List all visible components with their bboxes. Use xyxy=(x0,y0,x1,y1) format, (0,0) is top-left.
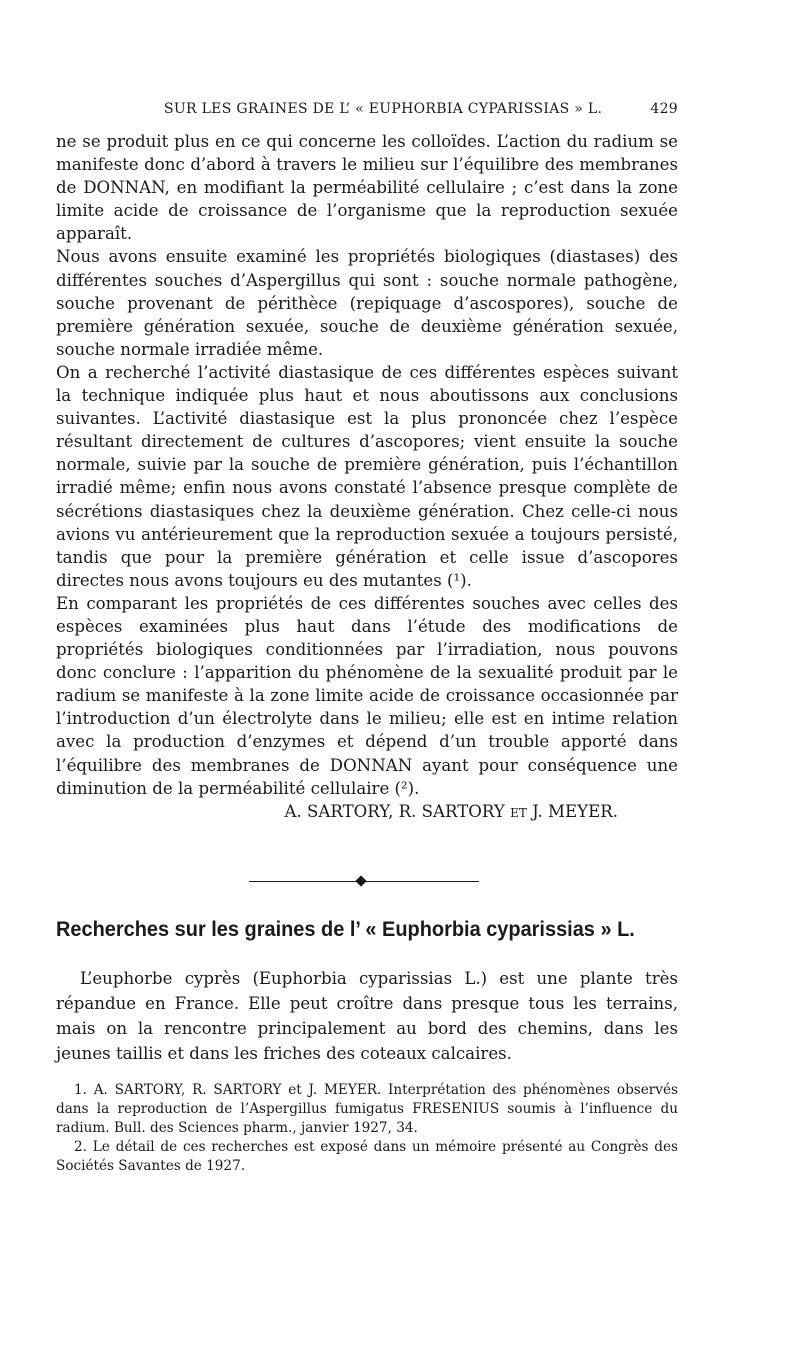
paragraph-1: ne se produit plus en ce qui concerne les colloïdes. L’action du radium se manifeste donc d’abord à travers le milieu sur l’équilibre des membranes de DONNAN, en modifiant la perméabilité cellulaire ; c’est dans la zone limite acide de croissance de l’organisme que la reproduction sexuée apparaît. xyxy=(56,132,678,244)
footnote-1: 1. A. SARTORY, R. SARTORY et J. MEYER. Interprétation des phénomènes observés dans la reproduction de l’Aspergillus fumigatus FRESENIUS soumis à l’influence du radium. Bull. des Sciences pharm., janvier 1927, 34. xyxy=(56,1082,678,1136)
section-title: Recherches sur les graines de l’ « Euphorbia cyparissias » L. xyxy=(56,918,635,941)
paragraph-3: On a recherché l’activité diastasique de ces différentes espèces suivant la technique indiquée plus haut et nous aboutissons aux conclusions suivantes. L’activité diastasique est la plus prononcée chez l’espèce résultant directement de cultures d’ascopores; vient ensuite la souche normale, suivie par la souche de première génération, puis l’échantillon irradié même; enfin nous avons constaté l’absence presque complète de sécrétions diastasiques chez la deuxième génération. Chez celle-ci nous avions vu antérieurement que la reproduction sexuée a toujours persisté, tandis que pour la première génération et celle issue d’ascopores directes nous avons toujours eu des mutantes (¹). xyxy=(56,362,678,590)
paragraph-4: En comparant les propriétés de ces différentes souches avec celles des espèces examinées plus haut dans l’étude des modifications de propriétés biologiques conditionnées par l’irradiation, nous pouvons donc conclure : l’apparition du phénomène de la sexualité produit par le radium se manifeste à la zone limite acide de croissance occasionnée par l’introduction d’un électrolyte dans le milieu; elle est en intime relation avec la production d’enzymes et dépend d’un trouble apporté dans l’équilibre des membranes de DONNAN ayant pour conséquence une diminution de la perméabilité cellulaire (²). xyxy=(56,593,678,798)
separator-diamond-icon xyxy=(355,875,366,886)
running-head-title: SUR LES GRAINES DE L’ « EUPHORBIA CYPARISSIAS » L. xyxy=(164,101,603,117)
running-head xyxy=(56,101,678,121)
article-body xyxy=(56,130,678,823)
footnote-2: 2. Le détail de ces recherches est exposé dans un mémoire présenté au Congrès des Sociétés Savantes de 1927. xyxy=(56,1139,678,1174)
page-number: 429 xyxy=(650,101,678,117)
author-signature: A. SARTORY, R. SARTORY et J. MEYER. xyxy=(284,801,618,821)
section-separator xyxy=(249,874,479,888)
section-paragraph: L’euphorbe cyprès (Euphorbia cyparissias L.) est une plante très répandue en France. Elle peut croître dans presque tous les terrains, mais on la rencontre principalement au bord des chemins, dans les jeunes taillis et dans les friches des coteaux calcaires. xyxy=(56,969,678,1063)
footnotes xyxy=(56,1081,678,1176)
section-body xyxy=(56,966,678,1066)
paragraph-2: Nous avons ensuite examiné les propriétés biologiques (diastases) des différentes souches d’Aspergillus qui sont : souche normale pathogène, souche provenant de périthèce (repiquage d’ascospores), souche de première génération sexuée, souche de deuxième génération sexuée, souche normale irradiée même. xyxy=(56,247,678,359)
